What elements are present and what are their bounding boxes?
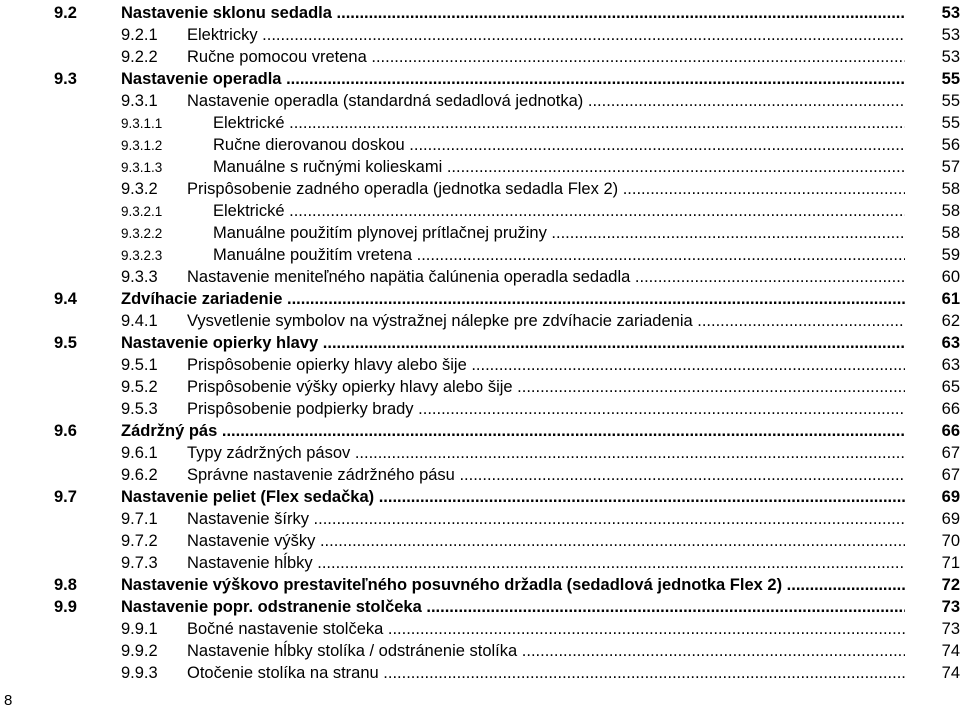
toc-entry-title: [121, 332, 905, 354]
toc-entry[interactable]: [0, 618, 960, 640]
toc-entry-title: [121, 420, 905, 442]
toc-entry-number: 9.3.1.1: [121, 116, 163, 131]
toc-entry-title-text: Manuálne použitím plynovej prítlačnej pružiny: [213, 224, 547, 242]
toc-entry-title: [187, 310, 905, 332]
toc-entry-title: [121, 68, 905, 90]
toc-entry-number: 9.6.2: [121, 466, 158, 484]
toc-entry[interactable]: [0, 552, 960, 574]
toc-entry-number: 9.5.2: [121, 378, 158, 396]
toc-entry-title: [187, 46, 905, 68]
toc-entry-title-text: Nastavenie meniteľného napätia čalúnenia operadla sedadla: [187, 268, 631, 286]
toc-entry-number: 9.3.2.1: [121, 204, 163, 219]
toc-entry[interactable]: [0, 112, 960, 134]
toc-entry-number: 9.8: [54, 576, 77, 594]
toc-entry-title-text: Prispôsobenie výšky opierky hlavy alebo šije: [187, 378, 513, 396]
toc-entry-title-text: Nastavenie peliet (Flex sedačka): [121, 488, 375, 506]
toc-entry-page: 60: [941, 268, 960, 286]
toc-entry-page: 58: [941, 224, 960, 242]
toc-entry[interactable]: [0, 420, 960, 442]
toc-entry-number: 9.2.2: [121, 48, 158, 66]
toc-entry-number: 9.3.2.2: [121, 226, 163, 241]
toc-entry[interactable]: [0, 398, 960, 420]
toc-entry-number: 9.2: [54, 4, 77, 22]
toc-entry-page: 70: [941, 532, 960, 550]
toc-entry-title-text: Bočné nastavenie stolčeka: [187, 620, 384, 638]
toc-entry[interactable]: [0, 640, 960, 662]
toc-entry-title-text: Zádržný pás: [121, 422, 218, 440]
toc-entry[interactable]: [0, 266, 960, 288]
toc-entry-number: 9.6: [54, 422, 77, 440]
toc-entry-title: [187, 266, 905, 288]
toc-entry[interactable]: [0, 156, 960, 178]
toc-entry-title: [187, 508, 905, 530]
toc-entry[interactable]: [0, 354, 960, 376]
toc-entry[interactable]: [0, 288, 960, 310]
toc-entry-title: [121, 2, 905, 24]
toc-entry-title-text: Prispôsobenie opierky hlavy alebo šije: [187, 356, 467, 374]
toc-entry-page: 53: [941, 26, 960, 44]
toc-entry[interactable]: [0, 486, 960, 508]
toc-entry-number: 9.5.3: [121, 400, 158, 418]
toc-entry-number: 9.3.3: [121, 268, 158, 286]
toc-entry-title-text: Elektrické: [213, 202, 285, 220]
toc-entry[interactable]: [0, 442, 960, 464]
footer-page-number: 8: [4, 692, 13, 709]
toc-entry-page: 53: [941, 48, 960, 66]
toc-entry[interactable]: [0, 244, 960, 266]
toc-entry-page: 58: [941, 180, 960, 198]
toc-entry-title: [187, 354, 905, 376]
toc-entry-number: 9.7.3: [121, 554, 158, 572]
toc-entry-title: [187, 178, 905, 200]
toc-entry[interactable]: [0, 596, 960, 618]
toc-entry-title: [187, 464, 905, 486]
toc-entry[interactable]: [0, 68, 960, 90]
toc-entry-page: 74: [941, 664, 960, 682]
toc-entry-page: 72: [941, 576, 960, 594]
toc-entry-page: 66: [941, 422, 960, 440]
toc-entry[interactable]: [0, 200, 960, 222]
toc-entry-title: [187, 640, 905, 662]
toc-entry-title: [121, 288, 905, 310]
toc-entry-title-text: Prispôsobenie podpierky brady: [187, 400, 414, 418]
toc-entry-title-text: Zdvíhacie zariadenie: [121, 290, 283, 308]
toc-entry[interactable]: [0, 178, 960, 200]
toc-entry[interactable]: [0, 24, 960, 46]
toc-entry-page: 61: [941, 290, 960, 308]
toc-entry-title: [187, 530, 905, 552]
toc-entry-page: 56: [941, 136, 960, 154]
toc-entry-title: [187, 398, 905, 420]
toc-entry-number: 9.9.1: [121, 620, 158, 638]
toc-entry-title-text: Nastavenie operadla: [121, 70, 282, 88]
toc-entry[interactable]: [0, 310, 960, 332]
toc-entry-number: 9.3.1: [121, 92, 158, 110]
toc-entry-number: 9.9: [54, 598, 77, 616]
toc-entry-number: 9.3.2.3: [121, 248, 163, 263]
toc-entry-title: [187, 134, 905, 156]
toc-entry[interactable]: [0, 376, 960, 398]
toc-entry-title: [121, 574, 905, 596]
toc-entry-title: [121, 596, 905, 618]
toc-entry-number: 9.2.1: [121, 26, 158, 44]
toc-entry-page: 55: [941, 92, 960, 110]
toc-entry-page: 67: [941, 466, 960, 484]
toc-entry-page: 53: [941, 4, 960, 22]
toc-entry-page: 69: [941, 510, 960, 528]
toc-entry-page: 59: [941, 246, 960, 264]
toc-entry-title-text: Nastavenie výšky: [187, 532, 316, 550]
toc-entry-number: 9.4.1: [121, 312, 158, 330]
toc-entry-number: 9.3.2: [121, 180, 158, 198]
toc-entry-page: 55: [941, 70, 960, 88]
toc-entry-page: 67: [941, 444, 960, 462]
toc-entry-page: 55: [941, 114, 960, 132]
toc-entry[interactable]: [0, 222, 960, 244]
toc-entry-page: 71: [941, 554, 960, 572]
toc-entry[interactable]: [0, 2, 960, 24]
toc-entry-title-text: Nastavenie operadla (standardná sedadlová jednotka): [187, 92, 584, 110]
toc-entry-title: [187, 156, 905, 178]
toc-entry-page: 62: [941, 312, 960, 330]
toc-entry-page: 65: [941, 378, 960, 396]
toc-entry[interactable]: [0, 332, 960, 354]
toc-entry-title-text: Nastavenie výškovo prestaviteľného posuvného držadla (sedadlová jednotka Flex 2): [121, 576, 783, 594]
toc-entry-title-text: Nastavenie popr. odstranenie stolčeka: [121, 598, 422, 616]
toc-entry-page: 69: [941, 488, 960, 506]
toc-entry-title: [187, 442, 905, 464]
toc-entry-number: 9.5.1: [121, 356, 158, 374]
toc-entry-number: 9.3.1.2: [121, 138, 163, 153]
toc-entry-title: [187, 24, 905, 46]
toc-entry-title: [187, 662, 905, 684]
toc-entry-title-text: Správne nastavenie zádržného pásu: [187, 466, 455, 484]
toc-entry-number: 9.5: [54, 334, 77, 352]
toc-entry-title-text: Nastavenie hĺbky stolíka / odstránenie stolíka: [187, 642, 518, 660]
toc-entry-title: [187, 112, 905, 134]
toc-entry-number: 9.7: [54, 488, 77, 506]
toc-entry-number: 9.7.2: [121, 532, 158, 550]
toc-entry-title: [187, 200, 905, 222]
toc-entry[interactable]: [0, 90, 960, 112]
toc-entry-title-text: Elektrické: [213, 114, 285, 132]
toc-entry-title-text: Nastavenie opierky hlavy: [121, 334, 319, 352]
toc-entry-number: 9.7.1: [121, 510, 158, 528]
toc-entry-title-text: Typy zádržných pásov: [187, 444, 351, 462]
toc-entry-page: 57: [941, 158, 960, 176]
toc-entry-title-text: Manuálne použitím vretena: [213, 246, 413, 264]
toc-entry[interactable]: [0, 530, 960, 552]
toc-entry-title-text: Nastavenie šírky: [187, 510, 309, 528]
toc-entry[interactable]: [0, 508, 960, 530]
toc-entry-title: [187, 244, 905, 266]
toc-entry-title-text: Elektricky: [187, 26, 258, 44]
toc-entry[interactable]: [0, 574, 960, 596]
toc-entry-title-text: Manuálne s ručnými kolieskami: [213, 158, 443, 176]
toc-entry-page: 73: [941, 620, 960, 638]
toc-entry-title-text: Otočenie stolíka na stranu: [187, 664, 379, 682]
toc-entry[interactable]: [0, 464, 960, 486]
toc-entry-page: 66: [941, 400, 960, 418]
toc-entry-number: 9.6.1: [121, 444, 158, 462]
toc-entry-title: [121, 486, 905, 508]
toc-entry-page: 63: [941, 334, 960, 352]
toc-entry-page: 74: [941, 642, 960, 660]
toc-entry-title: [187, 222, 905, 244]
toc-entry-title: [187, 376, 905, 398]
toc-entry-title-text: Ručne pomocou vretena: [187, 48, 367, 66]
toc-entry-number: 9.9.3: [121, 664, 158, 682]
toc-entry-title-text: Prispôsobenie zadného operadla (jednotka sedadla Flex 2): [187, 180, 619, 198]
toc-entry-title: [187, 618, 905, 640]
toc-entry-number: 9.3: [54, 70, 77, 88]
toc-entry-title: [187, 552, 905, 574]
toc-entry-page: 73: [941, 598, 960, 616]
toc-entry-number: 9.3.1.3: [121, 160, 163, 175]
toc-entry-title-text: Nastavenie hĺbky: [187, 554, 313, 572]
toc-entry-title-text: Nastavenie sklonu sedadla: [121, 4, 332, 22]
toc-entry-title-text: Ručne dierovanou doskou: [213, 136, 405, 154]
toc-entry-title: [187, 90, 905, 112]
toc-entry-page: 58: [941, 202, 960, 220]
toc-entry-title-text: Vysvetlenie symbolov na výstražnej nálepke pre zdvíhacie zariadenia: [187, 312, 693, 330]
toc-entry[interactable]: [0, 662, 960, 684]
toc-entry-number: 9.9.2: [121, 642, 158, 660]
toc-entry-page: 63: [941, 356, 960, 374]
toc-entry-number: 9.4: [54, 290, 77, 308]
toc-entry[interactable]: [0, 46, 960, 68]
toc-entry[interactable]: [0, 134, 960, 156]
